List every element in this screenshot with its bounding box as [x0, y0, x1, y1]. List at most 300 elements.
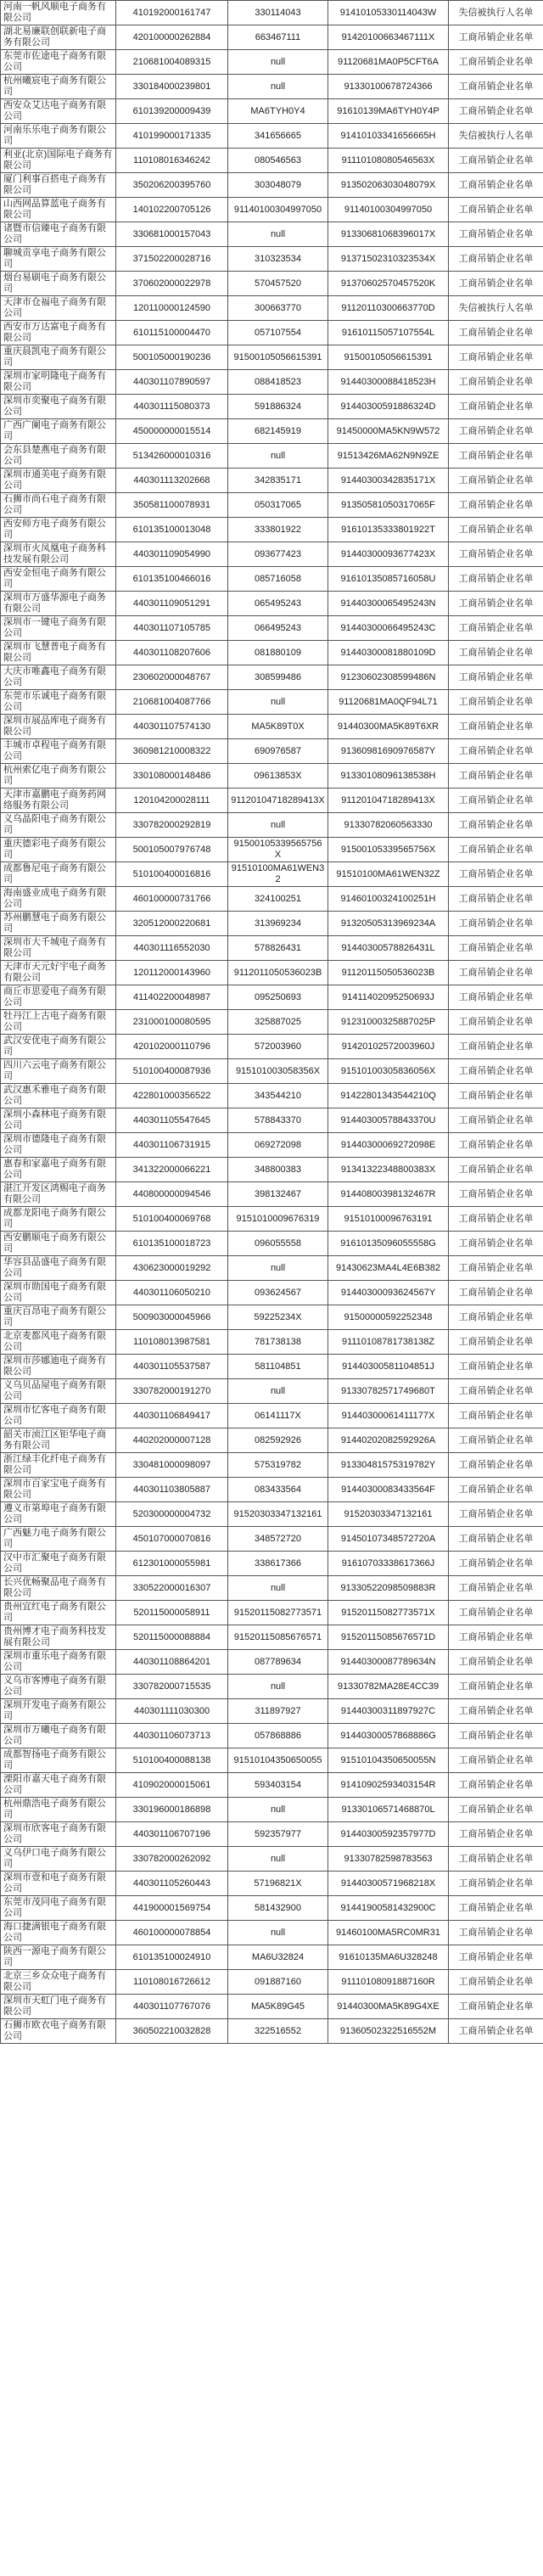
table-row: [1, 1084, 543, 1108]
credit-code-cell: 91350581050317065F: [328, 493, 449, 518]
registration-number-cell: 440301107890597: [116, 370, 228, 395]
registration-number-cell: 460100000078854: [116, 1921, 228, 1945]
table-row: [1, 1207, 543, 1232]
table-row: [1, 912, 543, 936]
table-row: [1, 1010, 543, 1035]
status-cell: 工商吊销企业名单: [449, 75, 543, 99]
status-cell: 工商吊销企业名单: [449, 518, 543, 542]
organization-code-cell: 081880109: [228, 641, 328, 665]
company-name-cell: 海口捷满银电子商务有限公司: [1, 1921, 116, 1945]
credit-code-cell: 91330481575319782Y: [328, 1453, 449, 1478]
registration-number-cell: 441900001569754: [116, 1896, 228, 1921]
company-name-cell: 成都龙阳电子商务有限公司: [1, 1207, 116, 1232]
credit-code-cell: 91610135333801922T: [328, 518, 449, 542]
company-name-cell: 深圳市通美电子商务有限公司: [1, 469, 116, 493]
credit-code-cell: 91120110300663770D: [328, 296, 449, 321]
organization-code-cell: 085716058: [228, 567, 328, 592]
status-cell: 失信被执行人名单: [449, 124, 543, 149]
table-row: [1, 1404, 543, 1428]
table-row: [1, 99, 543, 124]
status-cell: 工商吊销企业名单: [449, 345, 543, 370]
company-name-cell: 义乌伊口电子商务有限公司: [1, 1847, 116, 1872]
credit-code-cell: 91460100324100251H: [328, 887, 449, 912]
table-row: [1, 1847, 543, 1872]
company-name-cell: 深圳市展品库电子商务有限公司: [1, 715, 116, 739]
company-name-cell: 深圳市勋国电子商务有限公司: [1, 1281, 116, 1305]
organization-code-cell: 682145919: [228, 419, 328, 444]
status-cell: 工商吊销企业名单: [449, 887, 543, 912]
credit-code-cell: 91513426MA62N9N9ZE: [328, 444, 449, 469]
company-name-cell: 广西魅力电子商务有限公司: [1, 1527, 116, 1552]
status-cell: 工商吊销企业名单: [449, 2019, 543, 2044]
table-row: [1, 222, 543, 247]
company-name-cell: 山西网品算蓝电子商务有限公司: [1, 198, 116, 222]
company-name-cell: 杭州鼎浩电子商务有限公司: [1, 1798, 116, 1822]
status-cell: 失信被执行人名单: [449, 1, 543, 25]
status-cell: 工商吊销企业名单: [449, 789, 543, 813]
organization-code-cell: 915101003058356X: [228, 1059, 328, 1084]
company-name-cell: 大庆市唯鑫电子商务有限公司: [1, 665, 116, 690]
registration-number-cell: 510100400069768: [116, 1207, 228, 1232]
status-cell: 工商吊销企业名单: [449, 173, 543, 198]
registration-number-cell: 440301105537587: [116, 1355, 228, 1379]
company-name-cell: 天津市天元好宇电子商务有限公司: [1, 961, 116, 985]
status-cell: 工商吊销企业名单: [449, 641, 543, 665]
registration-number-cell: 610135100024910: [116, 1945, 228, 1970]
organization-code-cell: 310323534: [228, 247, 328, 272]
table-row: [1, 1724, 543, 1748]
credit-code-cell: 91450000MA5KN9W572: [328, 419, 449, 444]
company-name-cell: 深圳市家明隆电子商务有限公司: [1, 370, 116, 395]
organization-code-cell: 690976587: [228, 739, 328, 764]
organization-code-cell: null: [228, 50, 328, 75]
registration-number-cell: 210681004087766: [116, 690, 228, 715]
company-name-cell: 深圳市奕聚电子商务有限公司: [1, 395, 116, 419]
registration-number-cell: 330782000292819: [116, 813, 228, 838]
credit-code-cell: 91440202082592926A: [328, 1428, 449, 1453]
status-cell: 工商吊销企业名单: [449, 198, 543, 222]
organization-code-cell: 338617366: [228, 1552, 328, 1576]
status-cell: 工商吊销企业名单: [449, 1305, 543, 1330]
registration-number-cell: 330481000098097: [116, 1453, 228, 1478]
company-name-cell: 武汉惠禾雅电子商务有限公司: [1, 1084, 116, 1108]
company-name-cell: 厦门利事百搭电子商务有限公司: [1, 173, 116, 198]
status-cell: 工商吊销企业名单: [449, 1256, 543, 1281]
company-name-cell: 深圳市万盛华源电子商务有限公司: [1, 592, 116, 616]
company-name-cell: 东莞市佐途电子商务有限公司: [1, 50, 116, 75]
company-name-cell: 西安鹏顺电子商务有限公司: [1, 1232, 116, 1256]
organization-code-cell: 311897927: [228, 1699, 328, 1724]
company-name-cell: 深圳市重乐电子商务有限公司: [1, 1650, 116, 1675]
status-cell: 工商吊销企业名单: [449, 419, 543, 444]
organization-code-cell: 91520115082773571: [228, 1601, 328, 1625]
status-cell: 工商吊销企业名单: [449, 1059, 543, 1084]
registration-number-cell: 520115000088884: [116, 1625, 228, 1650]
credit-code-cell: 91110108091887160R: [328, 1970, 449, 1995]
organization-code-cell: 091887160: [228, 1970, 328, 1995]
company-name-cell: 苏州鹏慧电子商务有限公司: [1, 912, 116, 936]
table-row: [1, 173, 543, 198]
status-cell: 工商吊销企业名单: [449, 665, 543, 690]
table-row: [1, 616, 543, 641]
credit-code-cell: 91610135MA6U328248: [328, 1945, 449, 1970]
company-name-cell: 深圳市大千城电子商务有限公司: [1, 936, 116, 961]
organization-code-cell: null: [228, 1798, 328, 1822]
credit-code-cell: 91341322348800383X: [328, 1158, 449, 1182]
status-cell: 工商吊销企业名单: [449, 1945, 543, 1970]
table-row: [1, 1330, 543, 1355]
organization-code-cell: 057107554: [228, 321, 328, 345]
company-name-cell: 诸暨市信臻电子商务有限公司: [1, 222, 116, 247]
registration-number-cell: 450107000070816: [116, 1527, 228, 1552]
credit-code-cell: 91140100304997050: [328, 198, 449, 222]
registration-number-cell: 440301113202668: [116, 469, 228, 493]
registration-number-cell: 440301106050210: [116, 1281, 228, 1305]
company-name-cell: 重庆百昂电子商务有限公司: [1, 1305, 116, 1330]
organization-code-cell: 093624567: [228, 1281, 328, 1305]
organization-code-cell: 593403154: [228, 1773, 328, 1798]
table-row: [1, 1872, 543, 1896]
credit-code-cell: 91370602570457520K: [328, 272, 449, 296]
credit-code-cell: 91520115082773571X: [328, 1601, 449, 1625]
credit-code-cell: 91120681MA0P5CFT6A: [328, 50, 449, 75]
table-row: [1, 1305, 543, 1330]
table-row: [1, 444, 543, 469]
table-row: [1, 690, 543, 715]
company-name-cell: 东莞市乐诚电子商务有限公司: [1, 690, 116, 715]
table-row: [1, 1896, 543, 1921]
registration-number-cell: 350206200395760: [116, 173, 228, 198]
table-row: [1, 739, 543, 764]
credit-code-cell: 91610135096055558G: [328, 1232, 449, 1256]
registration-number-cell: 330782000262092: [116, 1847, 228, 1872]
company-name-cell: 惠春和家嘉电子商务有限公司: [1, 1158, 116, 1182]
status-cell: 工商吊销企业名单: [449, 985, 543, 1010]
organization-code-cell: 065495243: [228, 592, 328, 616]
status-cell: 工商吊销企业名单: [449, 567, 543, 592]
credit-code-cell: 91450107348572720A: [328, 1527, 449, 1552]
organization-code-cell: 578843370: [228, 1108, 328, 1133]
company-name-cell: 西安金恒电子商务有限公司: [1, 567, 116, 592]
table-row: [1, 1675, 543, 1699]
company-name-cell: 武汉安优电子商务有限公司: [1, 1035, 116, 1059]
company-name-cell: 东莞市茂同电子商务有限公司: [1, 1896, 116, 1921]
table-row: [1, 936, 543, 961]
registration-number-cell: 330108000148486: [116, 764, 228, 789]
registration-number-cell: 510100400088138: [116, 1748, 228, 1773]
registration-number-cell: 420102000110796: [116, 1035, 228, 1059]
credit-code-cell: 91520115085676571D: [328, 1625, 449, 1650]
table-row: [1, 862, 543, 887]
table-row: [1, 1650, 543, 1675]
credit-code-cell: 91440300578826431L: [328, 936, 449, 961]
registration-number-cell: 341322000066221: [116, 1158, 228, 1182]
table-row: [1, 149, 543, 173]
status-cell: 工商吊销企业名单: [449, 1576, 543, 1601]
organization-code-cell: null: [228, 222, 328, 247]
registration-number-cell: 510100400087936: [116, 1059, 228, 1084]
organization-code-cell: 082592926: [228, 1428, 328, 1453]
table-row: [1, 1970, 543, 1995]
table-row: [1, 75, 543, 99]
organization-code-cell: 069272098: [228, 1133, 328, 1158]
company-name-cell: 西安师方电子商务有限公司: [1, 518, 116, 542]
company-name-cell: 湖北易廉联创联新电子商务有限公司: [1, 25, 116, 50]
status-cell: 工商吊销企业名单: [449, 1699, 543, 1724]
table-row: [1, 1133, 543, 1158]
credit-code-cell: 91460100MA5RC0MR31: [328, 1921, 449, 1945]
credit-code-cell: 91440800398132467R: [328, 1182, 449, 1207]
credit-code-cell: 91360502322516552M: [328, 2019, 449, 2044]
organization-code-cell: null: [228, 75, 328, 99]
registration-number-cell: 510100400016816: [116, 862, 228, 887]
company-name-cell: 河南乐乐电子商务有限公司: [1, 124, 116, 149]
organization-code-cell: 91510100MA61WEN32: [228, 862, 328, 887]
company-name-cell: 重庆晨凯电子商务有限公司: [1, 345, 116, 370]
company-name-cell: 成都智扬电子商务有限公司: [1, 1748, 116, 1773]
credit-code-cell: 91410105330114043W: [328, 1, 449, 25]
registration-number-cell: 440301115080373: [116, 395, 228, 419]
organization-code-cell: null: [228, 1675, 328, 1699]
table-row: [1, 395, 543, 419]
credit-code-cell: 91440300342835171X: [328, 469, 449, 493]
organization-code-cell: MA6U32824: [228, 1945, 328, 1970]
status-cell: 工商吊销企业名单: [449, 149, 543, 173]
credit-code-cell: 91120681MA0QF94L71: [328, 690, 449, 715]
table-row: [1, 592, 543, 616]
credit-code-cell: 91440300MA5K89G4XE: [328, 1995, 449, 2019]
company-name-cell: 深圳开发电子商务有限公司: [1, 1699, 116, 1724]
organization-code-cell: 341656665: [228, 124, 328, 149]
registration-number-cell: 410199000171335: [116, 124, 228, 149]
table-row: [1, 764, 543, 789]
registration-number-cell: 330196000186898: [116, 1798, 228, 1822]
credit-code-cell: 91231000325887025P: [328, 1010, 449, 1035]
table-row: [1, 838, 543, 862]
organization-code-cell: MA5K89T0X: [228, 715, 328, 739]
status-cell: 工商吊销企业名单: [449, 936, 543, 961]
credit-code-cell: 91500000592252348: [328, 1305, 449, 1330]
registration-number-cell: 440202000007128: [116, 1428, 228, 1453]
company-name-cell: 深圳市一键电子商务有限公司: [1, 616, 116, 641]
credit-code-cell: 91110108781738138Z: [328, 1330, 449, 1355]
status-cell: 工商吊销企业名单: [449, 1281, 543, 1305]
company-name-cell: 深圳市天虹门电子商务有限公司: [1, 1995, 116, 2019]
table-row: [1, 1921, 543, 1945]
table-row: [1, 469, 543, 493]
company-name-cell: 义乌贝品屋电子商务有限公司: [1, 1379, 116, 1404]
organization-code-cell: 050317065: [228, 493, 328, 518]
table-row: [1, 1158, 543, 1182]
registration-number-cell: 520115000058911: [116, 1601, 228, 1625]
company-name-cell: 湛江开发区鸿赐电子商务有限公司: [1, 1182, 116, 1207]
table-row: [1, 887, 543, 912]
credit-code-cell: 91110108080546563X: [328, 149, 449, 173]
company-name-cell: 会东县楚燕电子商务有限公司: [1, 444, 116, 469]
registration-number-cell: 120104200028111: [116, 789, 228, 813]
registration-number-cell: 610135100466016: [116, 567, 228, 592]
company-name-cell: 陕西一源电子商务有限公司: [1, 1945, 116, 1970]
organization-code-cell: null: [228, 1921, 328, 1945]
company-name-cell: 溧阳市嘉天电子商务有限公司: [1, 1773, 116, 1798]
status-cell: 工商吊销企业名单: [449, 1970, 543, 1995]
company-name-cell: 牡丹江上古电子商务有限公司: [1, 1010, 116, 1035]
status-cell: 工商吊销企业名单: [449, 493, 543, 518]
table-row: [1, 1798, 543, 1822]
table-row: [1, 1527, 543, 1552]
company-name-cell: 成都鲁尼电子商务有限公司: [1, 862, 116, 887]
organization-code-cell: null: [228, 1847, 328, 1872]
organization-code-cell: 581432900: [228, 1896, 328, 1921]
registration-number-cell: 110108016726612: [116, 1970, 228, 1995]
organization-code-cell: 663467111: [228, 25, 328, 50]
table-row: [1, 542, 543, 567]
status-cell: 工商吊销企业名单: [449, 1379, 543, 1404]
registration-number-cell: 500903000045966: [116, 1305, 228, 1330]
registration-number-cell: 420100000262884: [116, 25, 228, 50]
credit-code-cell: 91440300581104851J: [328, 1355, 449, 1379]
registration-number-cell: 120112000143960: [116, 961, 228, 985]
company-name-cell: 海南盛业成电子商务有限公司: [1, 887, 116, 912]
company-name-cell: 贵州宜红电子商务有限公司: [1, 1601, 116, 1625]
credit-code-cell: 91120115050536023B: [328, 961, 449, 985]
status-cell: 工商吊销企业名单: [449, 1010, 543, 1035]
status-cell: 工商吊销企业名单: [449, 1675, 543, 1699]
credit-code-cell: 91440300083433564F: [328, 1478, 449, 1502]
status-cell: 工商吊销企业名单: [449, 542, 543, 567]
company-name-cell: 天津市嘉鹏电子商务药网络服务有限公司: [1, 789, 116, 813]
credit-code-cell: 91120104718289413X: [328, 789, 449, 813]
registration-number-cell: 440301109054990: [116, 542, 228, 567]
status-cell: 工商吊销企业名单: [449, 1478, 543, 1502]
table-row: [1, 1281, 543, 1305]
organization-code-cell: 57196821X: [228, 1872, 328, 1896]
credit-code-cell: 91440300578843370U: [328, 1108, 449, 1133]
company-name-cell: 深圳市壹和电子商务有限公司: [1, 1872, 116, 1896]
company-name-cell: 深圳市欣客电子商务有限公司: [1, 1822, 116, 1847]
credit-code-cell: 91440300061411177X: [328, 1404, 449, 1428]
organization-code-cell: 325887025: [228, 1010, 328, 1035]
company-name-cell: 重庆德彩电子商务有限公司: [1, 838, 116, 862]
company-name-cell: 义乌晶阳电子商务有限公司: [1, 813, 116, 838]
organization-code-cell: 91520115085676571: [228, 1625, 328, 1650]
registration-number-cell: 330184000239801: [116, 75, 228, 99]
credit-code-cell: 91330522098509883R: [328, 1576, 449, 1601]
status-cell: 工商吊销企业名单: [449, 444, 543, 469]
credit-code-cell: 91440300065495243N: [328, 592, 449, 616]
status-cell: 工商吊销企业名单: [449, 961, 543, 985]
status-cell: 工商吊销企业名单: [449, 1896, 543, 1921]
status-cell: 工商吊销企业名单: [449, 813, 543, 838]
credit-code-cell: 91360981690976587Y: [328, 739, 449, 764]
table-row: [1, 1625, 543, 1650]
company-name-cell: 西安市万达富电子商务有限公司: [1, 321, 116, 345]
company-name-cell: 深圳市德隆电子商务有限公司: [1, 1133, 116, 1158]
credit-code-cell: 91440300311897927C: [328, 1699, 449, 1724]
table-row: [1, 665, 543, 690]
company-name-cell: 烟台易刷电子商务有限公司: [1, 272, 116, 296]
status-cell: 工商吊销企业名单: [449, 1428, 543, 1453]
organization-code-cell: 348572720: [228, 1527, 328, 1552]
table-row: [1, 1601, 543, 1625]
registration-number-cell: 513426000010316: [116, 444, 228, 469]
status-cell: 工商吊销企业名单: [449, 592, 543, 616]
status-cell: 工商吊销企业名单: [449, 616, 543, 641]
credit-code-cell: 91440300057868886G: [328, 1724, 449, 1748]
table-row: [1, 296, 543, 321]
table-row: [1, 715, 543, 739]
status-cell: 工商吊销企业名单: [449, 1133, 543, 1158]
table-row: [1, 1576, 543, 1601]
registration-number-cell: 110108013987581: [116, 1330, 228, 1355]
status-cell: 工商吊销企业名单: [449, 370, 543, 395]
status-cell: 工商吊销企业名单: [449, 1650, 543, 1675]
registration-number-cell: 440301103805887: [116, 1478, 228, 1502]
company-name-cell: 天津市仓福电子商务有限公司: [1, 296, 116, 321]
status-cell: 工商吊销企业名单: [449, 272, 543, 296]
registration-number-cell: 210681004089315: [116, 50, 228, 75]
registration-number-cell: 440301111030300: [116, 1699, 228, 1724]
registration-number-cell: 440301108864201: [116, 1650, 228, 1675]
status-cell: 工商吊销企业名单: [449, 321, 543, 345]
status-cell: 工商吊销企业名单: [449, 1773, 543, 1798]
credit-code-cell: 91420100663467111X: [328, 25, 449, 50]
registration-number-cell: 610135100013048: [116, 518, 228, 542]
status-cell: 工商吊销企业名单: [449, 1748, 543, 1773]
company-name-cell: 石狮市欧衣电子商务有限公司: [1, 2019, 116, 2044]
status-cell: 工商吊销企业名单: [449, 690, 543, 715]
status-cell: 工商吊销企业名单: [449, 1108, 543, 1133]
organization-code-cell: 300663770: [228, 296, 328, 321]
organization-code-cell: 333801922: [228, 518, 328, 542]
organization-code-cell: 06141117X: [228, 1404, 328, 1428]
status-cell: 工商吊销企业名单: [449, 1084, 543, 1108]
status-cell: 工商吊销企业名单: [449, 1182, 543, 1207]
status-cell: 工商吊销企业名单: [449, 50, 543, 75]
company-name-cell: 深圳小森林电子商务有限公司: [1, 1108, 116, 1133]
status-cell: 工商吊销企业名单: [449, 1625, 543, 1650]
table-row: [1, 2019, 543, 2044]
status-cell: 工商吊销企业名单: [449, 739, 543, 764]
registration-number-cell: 440301106731915: [116, 1133, 228, 1158]
credit-code-cell: 91330782598783563: [328, 1847, 449, 1872]
status-cell: 工商吊销企业名单: [449, 1355, 543, 1379]
organization-code-cell: 308599486: [228, 665, 328, 690]
status-cell: 工商吊销企业名单: [449, 99, 543, 124]
organization-code-cell: 322516552: [228, 2019, 328, 2044]
table-row: [1, 641, 543, 665]
table-row: [1, 124, 543, 149]
company-name-cell: 义乌市客博电子商务有限公司: [1, 1675, 116, 1699]
organization-code-cell: null: [228, 690, 328, 715]
organization-code-cell: 581104851: [228, 1355, 328, 1379]
registration-number-cell: 411402200048987: [116, 985, 228, 1010]
company-name-cell: 四川六云电子商务有限公司: [1, 1059, 116, 1084]
organization-code-cell: 575319782: [228, 1453, 328, 1478]
organization-code-cell: 343544210: [228, 1084, 328, 1108]
company-name-cell: 遵义市第埠电子商务有限公司: [1, 1502, 116, 1527]
organization-code-cell: 093677423: [228, 542, 328, 567]
company-name-cell: 深圳市飞慧普电子商务有限公司: [1, 641, 116, 665]
credit-code-cell: 91410103341656665H: [328, 124, 449, 149]
company-name-cell: 石狮市尚石电子商务有限公司: [1, 493, 116, 518]
registration-number-cell: 440301107767076: [116, 1995, 228, 2019]
organization-code-cell: 066495243: [228, 616, 328, 641]
table-row: [1, 198, 543, 222]
status-cell: 工商吊销企业名单: [449, 1035, 543, 1059]
organization-code-cell: 91120104718289413X: [228, 789, 328, 813]
credit-code-cell: 91440300591886324D: [328, 395, 449, 419]
